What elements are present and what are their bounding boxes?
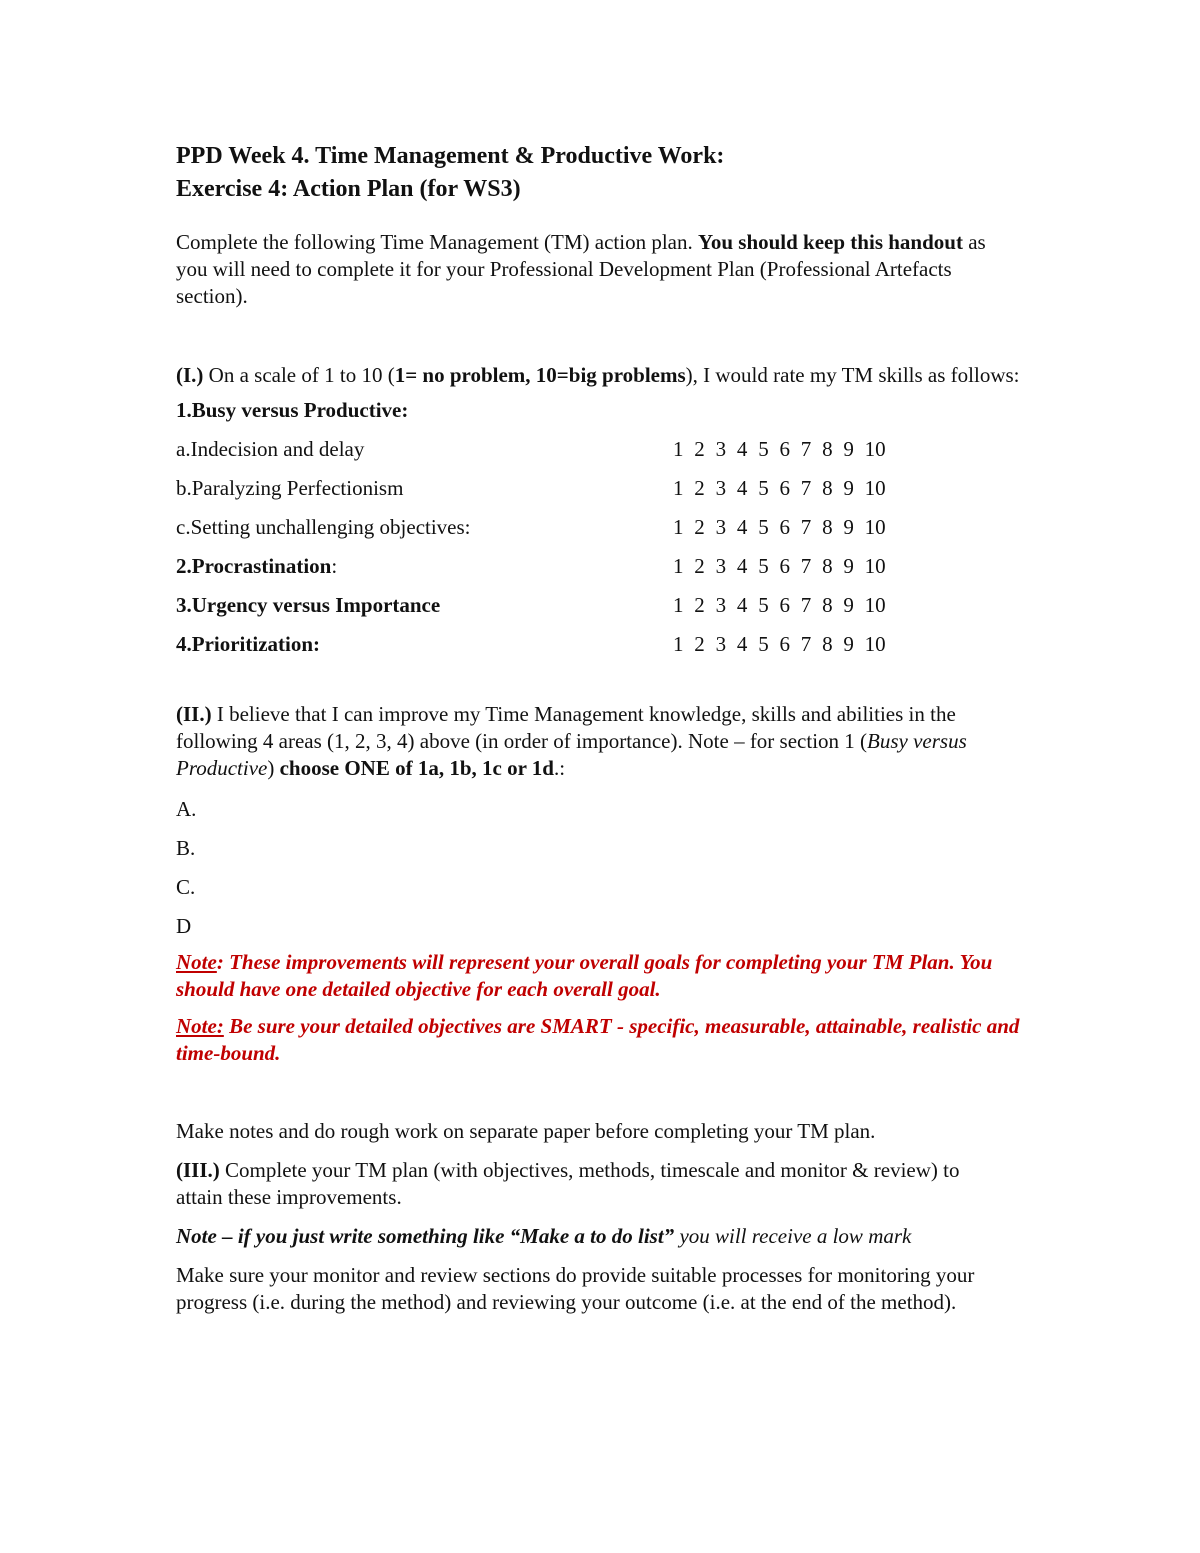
- rating-option[interactable]: 5: [758, 437, 769, 461]
- rating-option[interactable]: 8: [822, 632, 833, 656]
- rating-scale: [673, 508, 886, 547]
- rating-option[interactable]: 4: [736, 632, 748, 656]
- rating-row-label-text: 3.Urgency versus Importance: [176, 593, 441, 617]
- rating-option[interactable]: 8: [822, 554, 833, 578]
- intro-text-a: Complete the following Time Management (TM) action plan.: [176, 230, 698, 254]
- rating-row: [176, 469, 1036, 508]
- rating-option[interactable]: 2: [694, 437, 705, 461]
- rating-option[interactable]: 1: [673, 437, 684, 461]
- rating-scale: [673, 625, 886, 664]
- rating-option[interactable]: 1: [673, 593, 684, 617]
- rating-scale: [673, 547, 886, 586]
- intro-bold: You should keep this handout: [698, 230, 963, 254]
- rating-option[interactable]: 6: [779, 554, 790, 578]
- section-3-note: [176, 1223, 1036, 1250]
- rating-option[interactable]: 10: [864, 476, 886, 500]
- rating-scale: [673, 430, 886, 469]
- rough-work-paragraph: Make notes and do rough work on separate paper before completing your TM plan.: [176, 1119, 876, 1143]
- rating-option[interactable]: 2: [694, 554, 705, 578]
- rating-option[interactable]: 3: [715, 515, 727, 539]
- rating-option[interactable]: 5: [758, 632, 769, 656]
- rating-option[interactable]: 9: [843, 437, 854, 461]
- rating-option[interactable]: 7: [800, 437, 812, 461]
- rating-option[interactable]: 2: [694, 476, 705, 500]
- rating-option[interactable]: 6: [779, 632, 790, 656]
- rating-option[interactable]: 9: [843, 593, 854, 617]
- rating-option[interactable]: 10: [864, 593, 886, 617]
- rating-option[interactable]: 9: [843, 632, 854, 656]
- rating-option[interactable]: 10: [864, 515, 886, 539]
- rating-row: [176, 547, 1036, 586]
- rating-option[interactable]: 2: [694, 593, 705, 617]
- rating-option[interactable]: 9: [843, 554, 854, 578]
- rating-option[interactable]: 6: [779, 515, 790, 539]
- section-2-text-a: I believe that I can improve my Time Management knowledge, skills and abilities in the following 4 areas (1, 2, 3, 4) above (in order of importance). Note – for section 1 (: [176, 702, 956, 753]
- title-line-1: PPD Week 4. Time Management & Productive Work:: [176, 143, 725, 169]
- note-smart-label: Note:: [176, 1014, 224, 1038]
- section-3-label: (III.): [176, 1158, 220, 1182]
- goal-line-b[interactable]: B.: [176, 836, 196, 860]
- rating-row-label-text: 2.Procrastination: [176, 554, 332, 578]
- rating-option[interactable]: 1: [673, 515, 684, 539]
- rating-option[interactable]: 6: [779, 476, 790, 500]
- rating-option[interactable]: 2: [694, 632, 705, 656]
- section-2-bold: choose ONE of 1a, 1b, 1c or 1d: [279, 756, 554, 780]
- note-goals-text: : These improvements will represent your overall goals for completing your TM Plan. You should have one detailed objective for each overall goal.: [176, 950, 993, 1001]
- rating-option[interactable]: 7: [800, 632, 812, 656]
- section-1-text-a: On a scale of 1 to 10 (: [203, 363, 395, 387]
- goal-line-d[interactable]: D: [176, 914, 192, 938]
- rating-row-label: c.Setting unchallenging objectives:: [176, 515, 471, 539]
- monitor-paragraph: Make sure your monitor and review sections do provide suitable processes for monitoring your progress (i.e. during the method) and reviewing your outcome (i.e. at the end of the method).: [176, 1263, 975, 1314]
- rating-option[interactable]: 8: [822, 437, 833, 461]
- rating-option[interactable]: 7: [800, 593, 812, 617]
- note-goals-label: Note: [176, 950, 217, 974]
- section-3-note-bold: Note – if you just write something like “Make a to do list”: [176, 1224, 675, 1248]
- rating-option[interactable]: 4: [736, 437, 748, 461]
- section-1-text-b: ), I would rate my TM skills as follows:: [685, 363, 1020, 387]
- rating-row: [176, 586, 1036, 625]
- rating-option[interactable]: 6: [779, 593, 790, 617]
- note-smart: [176, 1013, 1026, 1067]
- rating-list: [176, 430, 1036, 664]
- goal-line-c[interactable]: C.: [176, 875, 196, 899]
- note-goals: [176, 949, 1026, 1003]
- section-3-note-rest: you will receive a low mark: [674, 1224, 912, 1248]
- rating-option[interactable]: 10: [864, 437, 886, 461]
- section-1-label: (I.): [176, 363, 204, 387]
- rating-option[interactable]: 3: [715, 476, 727, 500]
- rating-option[interactable]: 1: [673, 632, 684, 656]
- section-2-italic: Busy versus Productive: [176, 729, 967, 780]
- rating-option[interactable]: 7: [800, 554, 812, 578]
- document-page: [176, 140, 1036, 1316]
- section-3-intro: [176, 1157, 996, 1211]
- goal-line-a[interactable]: A.: [176, 797, 197, 821]
- rating-scale: [673, 469, 886, 508]
- rating-row: [176, 625, 1036, 664]
- title-line-2: Exercise 4: Action Plan (for WS3): [176, 176, 521, 202]
- rating-option[interactable]: 7: [800, 476, 812, 500]
- rating-option[interactable]: 7: [800, 515, 812, 539]
- rating-option[interactable]: 5: [758, 593, 769, 617]
- intro-text-b: as you will need to complete it for your Professional Development Plan (Professional Artefacts section).: [176, 230, 986, 308]
- rating-option[interactable]: 10: [864, 632, 886, 656]
- rating-option[interactable]: 9: [843, 515, 854, 539]
- rating-row-label-text: 4.Prioritization:: [176, 632, 321, 656]
- rating-option[interactable]: 4: [736, 554, 748, 578]
- rating-row-label: [176, 625, 673, 664]
- section-2-label: (II.): [176, 702, 212, 726]
- rating-scale: [673, 586, 886, 625]
- rating-option[interactable]: 8: [822, 476, 833, 500]
- note-smart-text: Be sure your detailed objectives are SMART - specific, measurable, attainable, realistic and time-bound.: [176, 1014, 1020, 1065]
- rating-option[interactable]: 2: [694, 515, 705, 539]
- rating-row-label: [176, 547, 673, 586]
- rating-option[interactable]: 5: [758, 554, 769, 578]
- rating-option[interactable]: 4: [736, 515, 748, 539]
- rating-option[interactable]: 9: [843, 476, 854, 500]
- rating-option[interactable]: 4: [736, 593, 748, 617]
- rating-option[interactable]: 5: [758, 476, 769, 500]
- section-2-text-b: ): [267, 756, 280, 780]
- rating-row-label: b.Paralyzing Perfectionism: [176, 476, 404, 500]
- rating-option[interactable]: 3: [715, 593, 727, 617]
- intro-paragraph: [176, 229, 996, 310]
- rating-row: [176, 508, 1036, 547]
- rating-option[interactable]: 8: [822, 515, 833, 539]
- rating-option[interactable]: 5: [758, 515, 769, 539]
- rating-option[interactable]: 6: [779, 437, 790, 461]
- rating-option[interactable]: 1: [673, 554, 684, 578]
- rating-row-label: a.Indecision and delay: [176, 437, 365, 461]
- rating-option[interactable]: 1: [673, 476, 684, 500]
- rating-option[interactable]: 8: [822, 593, 833, 617]
- section-2-intro: [176, 701, 1036, 782]
- section-2-text-c: .:: [553, 756, 566, 780]
- section-3-text: Complete your TM plan (with objectives, methods, timescale and monitor & review) to attain these improvements.: [176, 1158, 960, 1209]
- section-1-scale-bold: 1= no problem, 10=big problems: [394, 363, 686, 387]
- rating-row-label: [176, 586, 673, 625]
- rating-option[interactable]: 3: [715, 437, 727, 461]
- rating-option[interactable]: 10: [864, 554, 886, 578]
- rating-option[interactable]: 3: [715, 554, 727, 578]
- rating-row: [176, 430, 1036, 469]
- section-1-intro: [176, 362, 1036, 389]
- rating-row-label-suffix: :: [331, 554, 338, 578]
- rating-option[interactable]: 3: [715, 632, 727, 656]
- rating-option[interactable]: 4: [736, 476, 748, 500]
- group-heading-busy-productive: 1.Busy versus Productive:: [176, 398, 409, 422]
